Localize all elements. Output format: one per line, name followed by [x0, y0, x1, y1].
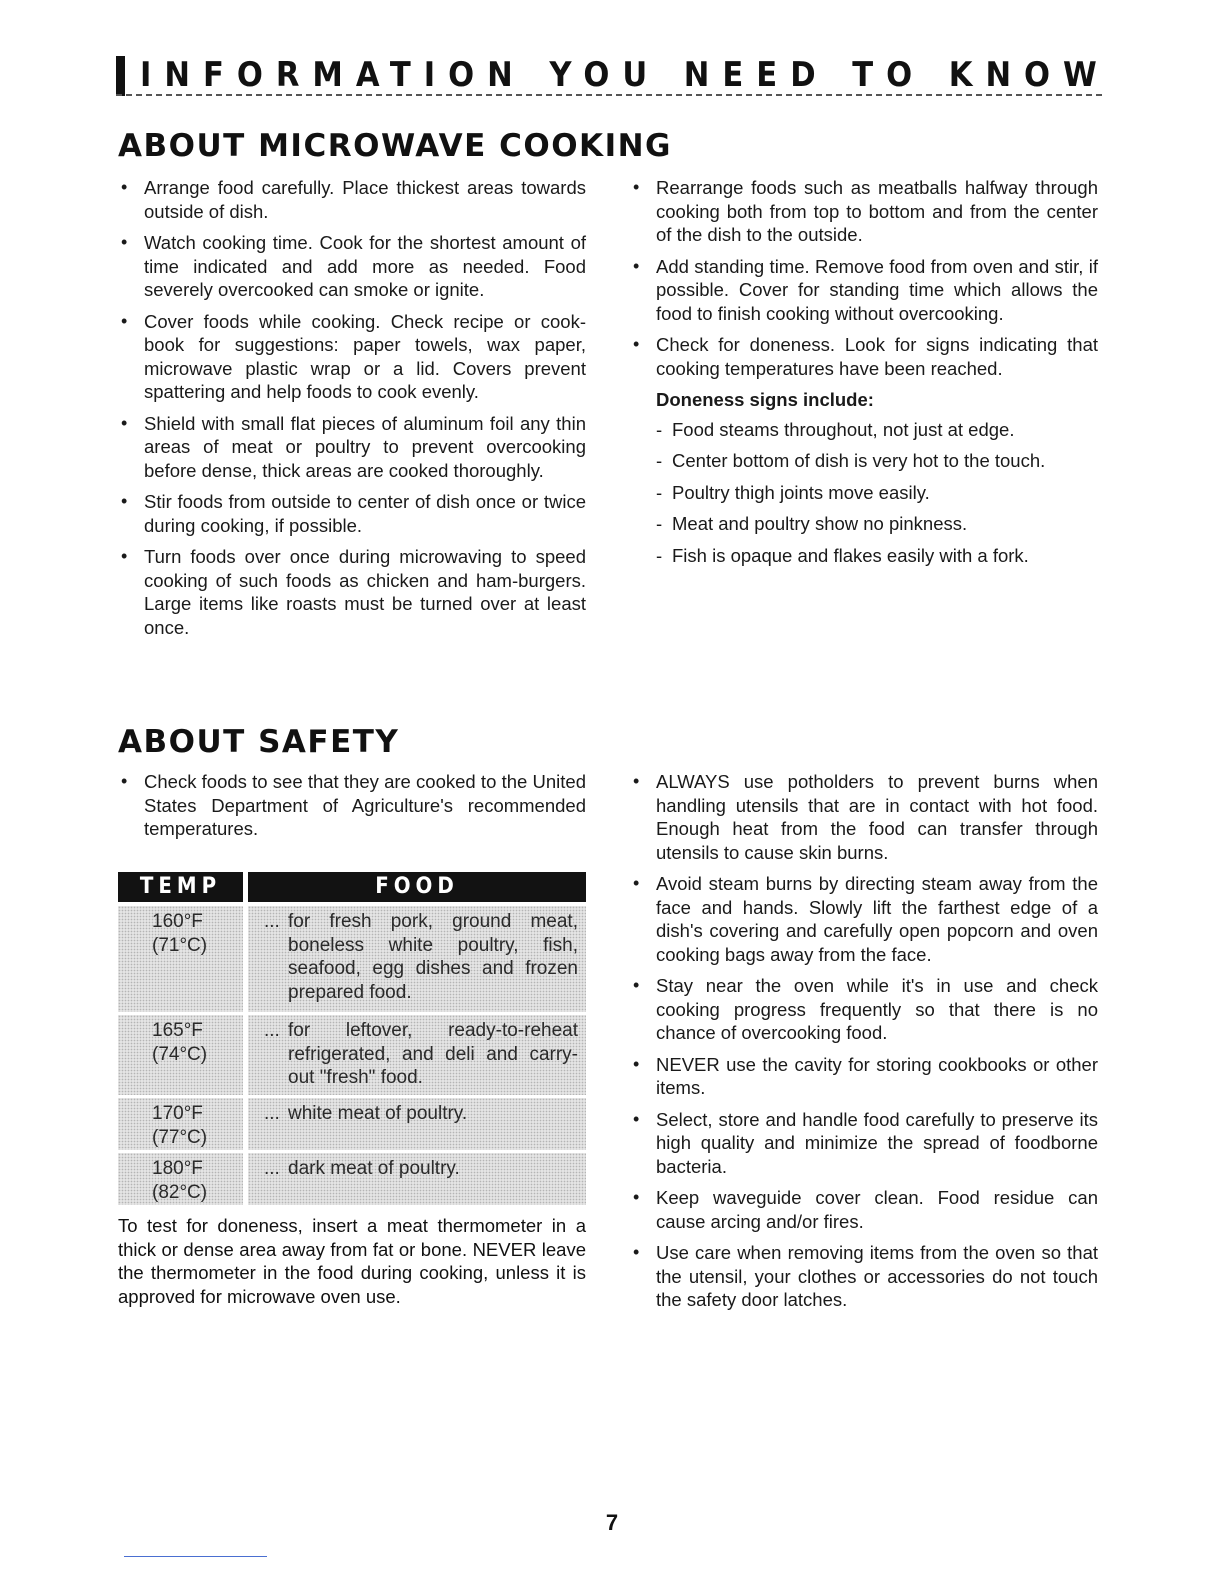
doneness-sign: - Fish is opaque and flakes easily with a fork.	[656, 544, 1029, 566]
page-header	[116, 46, 1110, 96]
list-item: • Cover foods while cooking. Check recipe or cook-book for suggestions: paper towels, wax paper, microwave plastic wrap or a lid. Covers prevent spattering and help foods to cook evenly.	[121, 310, 586, 402]
list-item: • Avoid steam burns by directing steam away from the face and hands. Slowly lift the farthest edge of a dish's covering and carefully open popcorn and oven cooking bags away from the face.	[633, 873, 1098, 965]
list-item: • NEVER use the cavity for storing cookbooks or other items.	[633, 1053, 1098, 1098]
bullet-icon: •	[633, 1187, 640, 1207]
microwave-right-column	[630, 176, 1098, 575]
safety-right-column	[630, 770, 1098, 1320]
microwave-section-title: ABOUT MICROWAVE COOKING	[118, 128, 672, 164]
page-number: 7	[605, 1510, 619, 1535]
list-item: • Stay near the oven while it's in use and check cooking progress frequently so that there is no chance of overcooking food.	[633, 975, 1098, 1043]
table-cell-temp: 160°F (71°C)	[118, 906, 243, 1012]
header-rule	[116, 94, 1102, 96]
temperature-table	[118, 872, 586, 1205]
list-item: • Rearrange foods such as meatballs halfway through cooking both from top to bottom and from the center of the dish to the outside.	[633, 177, 1098, 245]
thermometer-note: To test for doneness, insert a meat thermometer in a thick or dense area away from fat or bone. NEVER leave the thermometer in the food during cooking, unless it is approved for microwave oven use.	[118, 1215, 586, 1307]
table-cell-temp: 165°F (74°C)	[118, 1015, 243, 1095]
table-row	[118, 906, 586, 1012]
bullet-icon: •	[121, 412, 128, 433]
list-item: • Add standing time. Remove food from oven and stir, if possible. Cover for standing time which allows the food to finish cooking without overcooking.	[633, 255, 1098, 324]
list-item: • Check for doneness. Look for signs indicating that cooking temperatures have been reached.	[633, 334, 1098, 379]
table-cell-food: ... white meat of poultry.	[248, 1098, 586, 1150]
list-item: • Keep waveguide cover clean. Food residue can cause arcing and/or fires.	[633, 1187, 1098, 1232]
bullet-icon: •	[633, 1108, 640, 1129]
bullet-icon: •	[121, 310, 128, 331]
bullet-icon: •	[121, 771, 128, 791]
table-header	[118, 872, 586, 902]
list-item: • Turn foods over once during microwaving to speed cooking of such foods as chicken and ham-burgers. Large items like roasts must be turned over at least once.	[121, 546, 586, 638]
list-item: • Arrange food carefully. Place thickest areas towards outside of dish.	[121, 177, 586, 222]
safety-right-list	[630, 770, 1098, 1312]
bullet-icon: •	[121, 177, 128, 197]
bullet-icon: •	[633, 177, 640, 197]
list-item: • Check foods to see that they are cooked to the United States Department of Agriculture's recommended temperatures.	[121, 771, 586, 839]
dash-icon: -	[656, 418, 663, 440]
table-header-temp: TEMP	[118, 872, 243, 902]
doneness-sign: - Center bottom of dish is very hot to the touch.	[656, 450, 1046, 471]
dash-icon: -	[656, 481, 663, 503]
table-cell-food: ... for leftover, ready-to-reheat refrigerated, and deli and carry-out "fresh" food.	[248, 1015, 586, 1095]
bullet-icon: •	[633, 975, 640, 995]
microwave-right-list	[630, 176, 1098, 380]
safety-intro	[118, 770, 586, 849]
table-cell-food: ... dark meat of poultry.	[248, 1153, 586, 1205]
bullet-icon: •	[121, 491, 128, 511]
bullet-icon: •	[121, 232, 128, 252]
list-item: • Select, store and handle food carefully to preserve its high quality and minimize the spread of foodborne bacteria.	[633, 1108, 1098, 1177]
doneness-heading: Doneness signs include:	[656, 389, 874, 410]
doneness-sign: - Meat and poultry show no pinkness.	[656, 513, 968, 534]
table-row	[118, 1098, 586, 1150]
list-item: • ALWAYS use potholders to prevent burns when handling utensils that are in contact with hot food. Enough heat from the food can transfer through utensils to cause skin burns.	[633, 771, 1098, 863]
bullet-icon: •	[121, 546, 128, 566]
dash-icon: -	[656, 450, 663, 471]
table-row	[118, 1015, 586, 1095]
bullet-icon: •	[633, 255, 640, 276]
footer-line	[124, 1556, 267, 1557]
table-cell-temp: 180°F (82°C)	[118, 1153, 243, 1205]
list-item: • Use care when removing items from the oven so that the utensil, your clothes or accessories do not touch the safety door latches.	[633, 1242, 1098, 1310]
bullet-icon: •	[633, 771, 640, 791]
doneness-signs	[656, 388, 1098, 567]
table-row	[118, 1153, 586, 1205]
doneness-sign: - Poultry thigh joints move easily.	[656, 481, 930, 503]
safety-intro-list	[118, 770, 586, 841]
bullet-icon: •	[633, 334, 640, 354]
bullet-icon: •	[633, 1053, 640, 1074]
safety-section-title: ABOUT SAFETY	[118, 724, 400, 760]
doneness-sign: - Food steams throughout, not just at edge.	[656, 418, 1015, 440]
microwave-left-list	[118, 176, 586, 639]
header-accent-bar	[116, 56, 125, 96]
bullet-icon: •	[633, 873, 640, 893]
table-cell-temp: 170°F (77°C)	[118, 1098, 243, 1150]
table-header-food: FOOD	[248, 872, 586, 902]
list-item: • Watch cooking time. Cook for the shortest amount of time indicated and add more as needed. Food severely overcooked can smoke or ignite.	[121, 232, 586, 300]
table-cell-food: ... for fresh pork, ground meat, boneless white poultry, fish, seafood, egg dishes and frozen prepared food.	[248, 906, 586, 1012]
microwave-left-column	[118, 176, 586, 647]
dash-icon: -	[656, 513, 663, 534]
dash-icon: -	[656, 544, 663, 566]
bullet-icon: •	[633, 1242, 640, 1262]
page-header-title: INFORMATION YOU NEED TO KNOW	[140, 55, 1110, 95]
list-item: • Shield with small flat pieces of aluminum foil any thin areas of meat or poultry to prevent overcooking before dense, thick areas are cooked thoroughly.	[121, 412, 586, 481]
list-item: • Stir foods from outside to center of dish once or twice during cooking, if possible.	[121, 491, 586, 536]
